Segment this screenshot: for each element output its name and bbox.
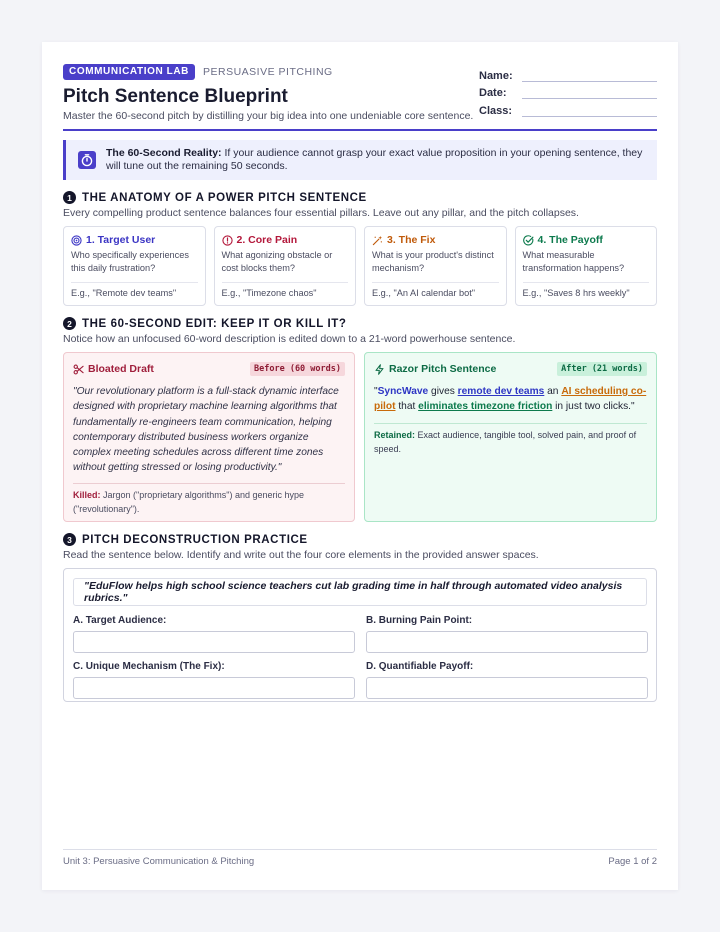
retained-text: Exact audience, tangible tool, solved pain, and proof of speed. bbox=[374, 429, 637, 454]
target-audience-label: A. Target Audience: bbox=[73, 615, 167, 626]
category-tag: COMMUNICATION LAB bbox=[63, 64, 195, 80]
pillar-target-user bbox=[63, 226, 206, 306]
panel-title: Razor Pitch Sentence bbox=[389, 363, 497, 375]
pillar-the-fix bbox=[364, 226, 507, 306]
date-line[interactable] bbox=[522, 86, 657, 99]
sentence-text: gives bbox=[428, 386, 458, 397]
killed-note bbox=[73, 483, 345, 516]
mechanism-input[interactable] bbox=[73, 677, 355, 699]
pillars-row bbox=[63, 226, 657, 306]
section-3-description: Read the sentence below. Identify and write out the four core elements in the provided answer spaces. bbox=[63, 549, 539, 561]
sentence-text: that bbox=[395, 401, 419, 413]
student-info-fields bbox=[479, 64, 657, 117]
page-footer bbox=[63, 849, 657, 867]
pain-point-input[interactable] bbox=[366, 631, 648, 653]
section-2-description: Notice how an unfocused 60-word description is edited down to a 21-word powerhouse sentence. bbox=[63, 333, 516, 345]
worksheet-page bbox=[42, 42, 678, 890]
stopwatch-icon bbox=[78, 151, 96, 169]
page-number: Page 1 of 2 bbox=[608, 856, 657, 867]
pillar-example: E.g., "Remote dev teams" bbox=[71, 282, 198, 298]
header-divider bbox=[63, 129, 657, 131]
pillar-title: 4. The Payoff bbox=[537, 234, 603, 246]
name-label: Name: bbox=[479, 69, 513, 82]
lightning-icon bbox=[374, 364, 385, 375]
pillar-title: 1. Target User bbox=[86, 234, 156, 246]
pillar-the-payoff bbox=[515, 226, 658, 306]
page-subtitle: Master the 60-second pitch by distilling your big idea into one undeniable core sentence. bbox=[63, 110, 474, 122]
page-title: Pitch Sentence Blueprint bbox=[63, 86, 288, 107]
payoff-label: D. Quantifiable Payoff: bbox=[366, 661, 474, 672]
section-title: THE ANATOMY OF A POWER PITCH SENTENCE bbox=[82, 191, 367, 204]
highlight-target-user: remote dev teams bbox=[457, 386, 545, 397]
pillar-title: 3. The Fix bbox=[387, 234, 436, 246]
class-line[interactable] bbox=[522, 104, 657, 117]
target-audience-input[interactable] bbox=[73, 631, 355, 653]
reality-callout bbox=[63, 140, 657, 180]
check-circle-icon bbox=[523, 235, 534, 246]
razor-pitch-sentence bbox=[374, 384, 647, 415]
retained-label: Retained: bbox=[374, 429, 416, 440]
scissors-icon bbox=[73, 364, 84, 375]
section-number: 2 bbox=[63, 317, 76, 330]
callout-text bbox=[106, 147, 646, 173]
magic-wand-icon bbox=[372, 235, 383, 246]
payoff-input[interactable] bbox=[366, 677, 648, 699]
sentence-text: in just two clicks." bbox=[552, 401, 635, 413]
alert-circle-icon bbox=[222, 235, 233, 246]
pillar-example: E.g., "Timezone chaos" bbox=[222, 282, 349, 298]
section-number: 3 bbox=[63, 533, 76, 546]
razor-pitch-panel bbox=[364, 352, 657, 522]
callout-body: If your audience cannot grasp your exact value proposition in your opening sentence, they will tune out the remaining 50 seconds. bbox=[106, 147, 643, 172]
section-3-heading bbox=[63, 533, 308, 546]
header bbox=[63, 64, 657, 130]
pain-point-label: B. Burning Pain Point: bbox=[366, 615, 473, 626]
highlight-fix: AI scheduling co-pilot bbox=[374, 386, 647, 413]
practice-sentence: "EduFlow helps high school science teachers cut lab grading time in half through automated video analysis rubrics." bbox=[73, 578, 647, 606]
sentence-text: an bbox=[544, 386, 562, 397]
pillar-example: E.g., "Saves 8 hrs weekly" bbox=[523, 282, 650, 298]
word-count-badge: After (21 words) bbox=[557, 362, 647, 376]
killed-text: Jargon ("proprietary algorithms") and generic hype ("revolutionary"). bbox=[73, 489, 305, 514]
pillar-question: What is your product's distinct mechanism? bbox=[372, 250, 494, 273]
bloated-draft-quote: "Our revolutionary platform is a full-stack dynamic interface designed with proprietary machine learning algorithms that fundamentally re-engineers team communication, helping contemporary distributed business workers organize complex meeting schedules across different time zones without getting stressed or losing productivity." bbox=[73, 386, 339, 474]
target-icon bbox=[71, 235, 82, 246]
date-label: Date: bbox=[479, 87, 507, 99]
brand-name: SyncWave bbox=[377, 386, 429, 397]
subcategory-label: PERSUASIVE PITCHING bbox=[203, 66, 333, 78]
callout-lead: The 60-Second Reality: bbox=[106, 147, 222, 159]
name-line[interactable] bbox=[522, 69, 657, 82]
quote-mark: " bbox=[374, 386, 378, 397]
highlight-pain: eliminates timezone friction bbox=[418, 401, 553, 413]
section-1-heading bbox=[63, 191, 367, 204]
section-1-description: Every compelling product sentence balances four essential pillars. Leave out any pillar, and the pitch collapses. bbox=[63, 207, 579, 219]
word-count-badge: Before (60 words) bbox=[250, 362, 345, 376]
class-label: Class: bbox=[479, 104, 513, 117]
practice-box bbox=[63, 568, 657, 702]
retained-note bbox=[374, 423, 647, 456]
killed-label: Killed: bbox=[73, 489, 101, 500]
mechanism-label: C. Unique Mechanism (The Fix): bbox=[73, 661, 225, 672]
pillar-question: What agonizing obstacle or cost blocks them? bbox=[221, 250, 333, 273]
bloated-draft-panel bbox=[63, 352, 355, 522]
pillar-title: 2. Core Pain bbox=[236, 234, 298, 246]
section-title: PITCH DECONSTRUCTION PRACTICE bbox=[82, 533, 308, 546]
section-number: 1 bbox=[63, 191, 76, 204]
section-2-heading bbox=[63, 317, 347, 330]
pillar-example: E.g., "An AI calendar bot" bbox=[372, 282, 499, 298]
pillar-core-pain bbox=[214, 226, 357, 306]
unit-label: Unit 3: Persuasive Communication & Pitching bbox=[63, 856, 255, 867]
section-title: THE 60-SECOND EDIT: KEEP IT OR KILL IT? bbox=[82, 317, 347, 330]
panel-title: Bloated Draft bbox=[88, 363, 154, 375]
pillar-question: What measurable transformation happens? bbox=[522, 250, 625, 273]
pillar-question: Who specifically experiences this daily frustration? bbox=[71, 250, 189, 273]
